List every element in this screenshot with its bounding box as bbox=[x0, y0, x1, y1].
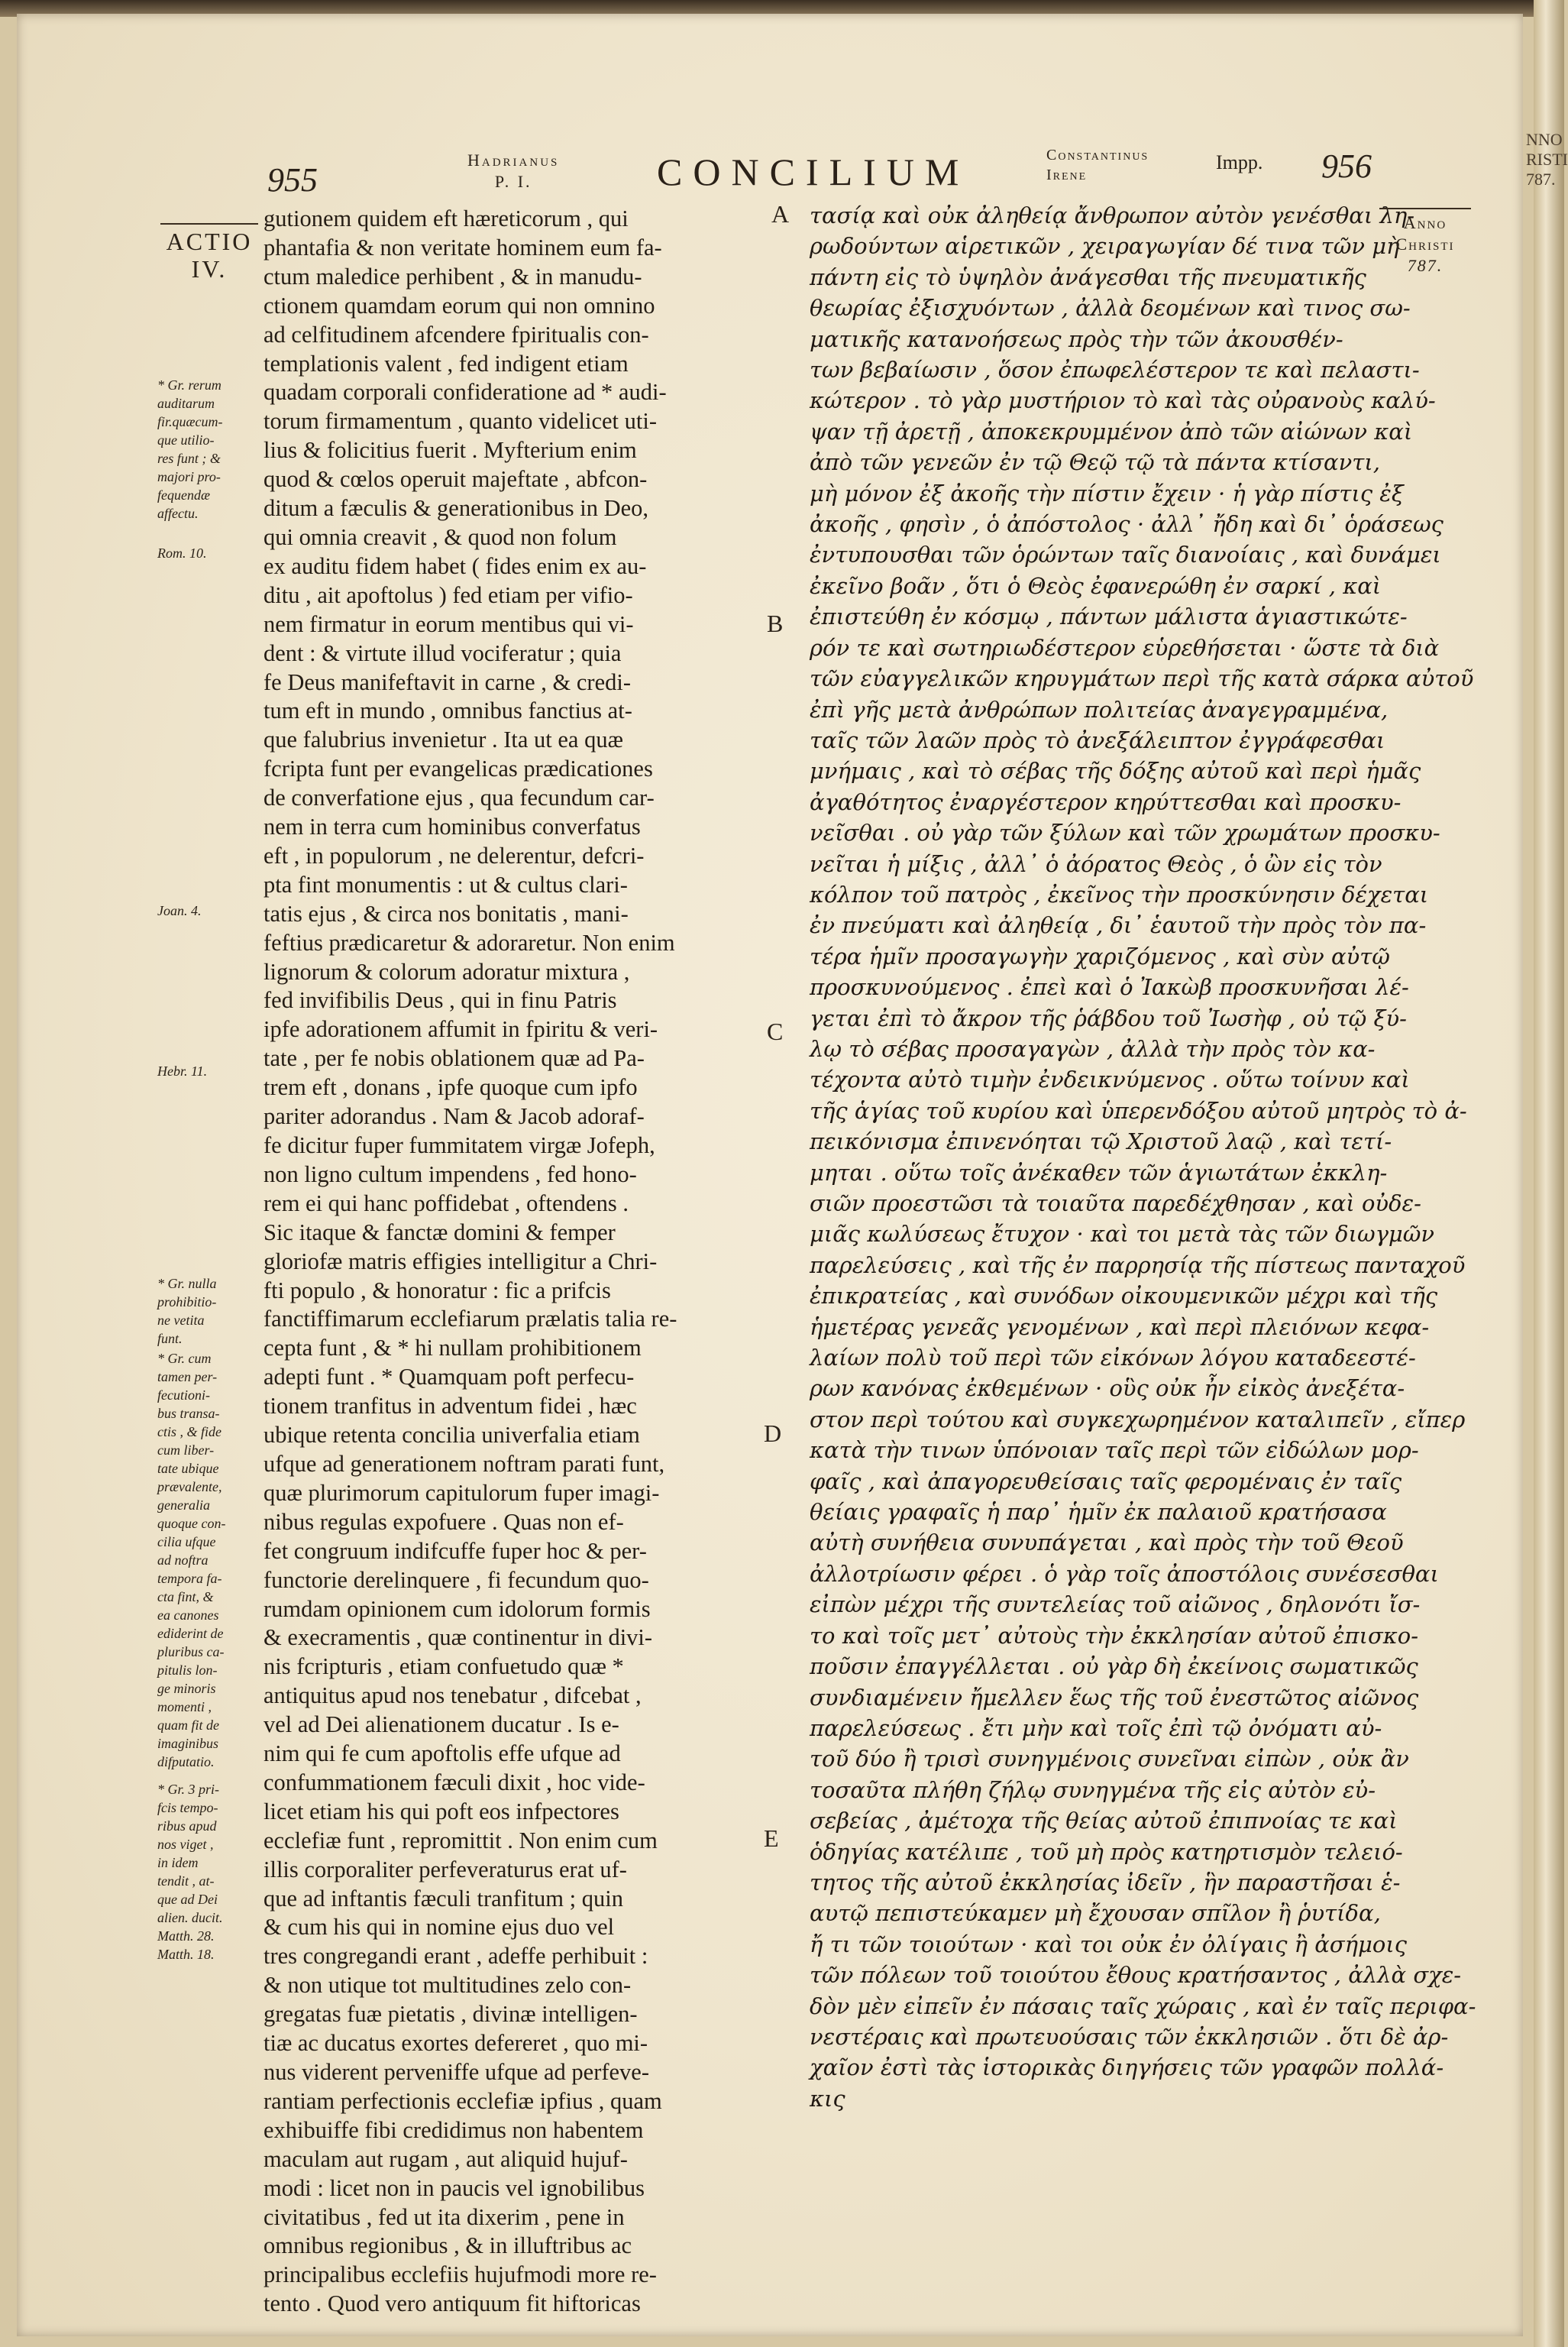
page-number-right: 956 bbox=[1321, 147, 1372, 185]
greek-line: λῳ τὸ σέβας προσαγαγὼν , ἀλλὰ τὴν πρὸς τὸν κα- bbox=[810, 1035, 1376, 1062]
margin-note-line: que ad Dei bbox=[157, 1892, 218, 1907]
running-title: CONCILIUM bbox=[657, 151, 970, 193]
christi-label: Christi bbox=[1395, 235, 1455, 254]
latin-line: maculam aut rugam , aut aliquid hujuf- bbox=[263, 2145, 628, 2172]
margin-note-line: quam fit de bbox=[157, 1717, 219, 1733]
latin-line: tum eft in mundo , omnibus fanctius at- bbox=[263, 698, 632, 724]
latin-line: torum firmamentum , quanto videlicet uti- bbox=[263, 408, 657, 435]
margin-note-line: fcis tempo- bbox=[157, 1800, 218, 1815]
greek-line: κόλπον τοῦ πατρὸς , ἐκεῖνος τὴν προσκύνησιν δέχεται bbox=[810, 881, 1429, 908]
greek-line: μὴ μόνον ἐξ ἀκοῆς τὴν πίστιν ἔχειν · ἡ γὰρ πίστις ἐξ bbox=[810, 480, 1404, 507]
latin-line: exhibuiffe fibi credidimus non habentem bbox=[263, 2116, 644, 2143]
greek-line: ἐν πνεύματι καὶ ἀληθείᾳ , δι᾽ ἑαυτοῦ τὴν πρὸς τὸν πα- bbox=[810, 912, 1427, 939]
latin-line: gloriofæ matris effigies intelligitur a Chri- bbox=[263, 1248, 658, 1274]
latin-line: fet congruum indifcuffe fuper hoc & per- bbox=[263, 1537, 647, 1564]
greek-line: σεβείας , ἀμέτοχα τῆς θείας αὐτοῦ ἐπιπνοίας τε καὶ bbox=[810, 1808, 1398, 1834]
latin-line: modi : licet non in paucis vel ignobilibus bbox=[263, 2174, 645, 2201]
latin-line: que falubrius invenietur . Ita ut ea quæ bbox=[263, 727, 623, 753]
margin-note-line: cum liber- bbox=[157, 1442, 215, 1458]
margin-note-line: tendit , at- bbox=[157, 1873, 215, 1889]
greek-line: παρελεύσεις , καὶ τῆς ἐν παρρησίᾳ τῆς πίστεως πανταχοῦ bbox=[810, 1251, 1466, 1278]
latin-line: gutionem quidem eft hæreticorum , qui bbox=[263, 206, 629, 231]
latin-line: nim qui fe cum apoftolis effe ufque ad bbox=[263, 1740, 621, 1767]
margin-note-line: funt. bbox=[157, 1331, 183, 1346]
latin-line: quod & cœlos operuit majeftate , abfcon- bbox=[263, 466, 648, 493]
latin-line: ditum a fæculis & generationibus in Deo, bbox=[263, 495, 649, 522]
margin-note-line: alien. ducit. bbox=[157, 1910, 223, 1925]
latin-line: nem firmatur in eorum mentibus qui vi- bbox=[263, 610, 634, 637]
greek-line: ἀκοῆς , φησὶν , ὁ ἀπόστολος · ἀλλ᾽ ἤδη καὶ δι᾽ ὁράσεως bbox=[810, 511, 1444, 538]
greek-line: θείαις γραφαῖς ἡ παρ᾽ ἡμῖν ἐκ παλαιοῦ κρατήσασα bbox=[810, 1499, 1387, 1526]
section-letter-d: D bbox=[764, 1420, 782, 1447]
greek-line: χαῖον ἐστὶ τὰς ἱστορικὰς διηγήσεις τῶν γραφῶν πολλά- bbox=[810, 2054, 1444, 2081]
latin-line: rantiam perfectionis ecclefiæ ipfius , quam bbox=[263, 2087, 662, 2114]
latin-line: civitatibus , fed ut ita dixerim , pene in bbox=[263, 2203, 625, 2230]
latin-line: non ligno cultum impendens , fed hono- bbox=[263, 1161, 637, 1187]
margin-note-pri bbox=[157, 1780, 264, 1927]
latin-line: fed invifibilis Deus , qui in finu Patris bbox=[263, 987, 617, 1014]
greek-line: ψαν τῇ ἀρετῇ , ἀποκεκρυμμένον ἀπὸ τῶν αἰώνων καὶ bbox=[810, 418, 1413, 445]
greek-line: αυτῷ πεπιστεύκαμεν μὴ ἔχουσαν σπῖλον ἢ ῥυτίδα, bbox=[810, 1900, 1381, 1927]
latin-line: nem in terra cum hominibus converfatus bbox=[263, 814, 641, 840]
greek-line: πάντη εἰς τὸ ὑψηλὸν ἀνάγεσθαι τῆς πνευματικῆς bbox=[810, 264, 1366, 290]
latin-line: pta fint monumentis : ut & cultus clari- bbox=[263, 871, 628, 898]
greek-line: ποῦσιν ἐπαγγέλλεται . οὐ γὰρ δὴ ἐκείνοις σωματικῶς bbox=[810, 1653, 1418, 1680]
greek-line: ἤ τι τῶν τοιούτων · καὶ τοι οὐκ ἐν ὀλίγαις ἢ ἀσήμοις bbox=[810, 1931, 1407, 1957]
margin-note-line: prævalente, bbox=[157, 1479, 222, 1494]
greek-line: ματικῆς κατανοήσεως πρὸς τὴν τῶν ἀκουσθέν- bbox=[810, 325, 1343, 352]
greek-line: τέχοντα αὐτὸ τιμὴν ἐνδεικνύμενος . οὕτω τοίνυν καὶ bbox=[810, 1067, 1410, 1093]
greek-line: ἀγαθότητος ἐναργέστερον κηρύττεσθαι καὶ προσκυ- bbox=[810, 788, 1402, 815]
greek-line: κατὰ τὴν τινων ὑπόνοιαν ταῖς περὶ τῶν εἰδώλων μορ- bbox=[810, 1437, 1419, 1464]
latin-line: ufque ad generationem noftram parati funt, bbox=[263, 1450, 665, 1477]
section-letter-a: A bbox=[771, 200, 790, 228]
latin-line: tres congregandi erant , adeffe perhibuit : bbox=[263, 1943, 648, 1970]
greek-line: σιῶν προεστῶσι τὰ τοιαῦτα παρεδέχθησαν , καὶ οὐδε- bbox=[810, 1190, 1421, 1216]
greek-line: γεται ἐπὶ τὸ ἄκρον τῆς ῥάβδου τοῦ Ἰωσὴφ , οὐ τῷ ξύ- bbox=[810, 1005, 1407, 1031]
latin-line: feftius prædicaretur & adoraretur. Non enim bbox=[263, 929, 675, 956]
greek-line: συνδιαμένειν ἤμελλεν ἕως τῆς τοῦ ἐνεστῶτος αἰῶνος bbox=[810, 1684, 1419, 1711]
running-head-right-line1: Constantinus bbox=[1046, 147, 1149, 163]
running-head-left-line1: Hadrianus bbox=[467, 151, 560, 170]
greek-line: τοσαῦτα πλήθη ζήλῳ συνηγμένα τῆς εἰς αὐτὸν εὐ- bbox=[810, 1776, 1376, 1803]
running-head-right-line2: Irene bbox=[1046, 167, 1088, 183]
latin-line: cepta funt , & * hi nullam prohibitionem bbox=[263, 1335, 642, 1361]
greek-line: ἀπὸ τῶν γενεῶν ἐν τῷ Θεῷ τῷ τὰ πάντα κτίσαντι, bbox=[810, 449, 1380, 476]
greek-line: κώτερον . τὸ γὰρ μυστήριον τὸ καὶ τὰς οὐρανοὺς καλύ- bbox=[810, 387, 1436, 414]
margin-note-line: * Gr. cum bbox=[157, 1351, 212, 1366]
section-letter-b: B bbox=[767, 610, 784, 637]
margin-note-line: difputatio. bbox=[157, 1754, 215, 1769]
greek-line: ἐντυπουσθαι τῶν ὁρώντων ταῖς διανοίαις , καὶ δυνάμει bbox=[810, 542, 1441, 568]
margin-note-line: prohibitio- bbox=[157, 1294, 217, 1309]
latin-line: ecclefiæ funt , repromittit . Non enim cum bbox=[263, 1827, 658, 1853]
margin-note-line: res funt ; & bbox=[157, 451, 221, 466]
latin-line: & non utique tot multitudines zelo con- bbox=[263, 1972, 632, 1999]
page-number-left: 955 bbox=[267, 161, 318, 199]
margin-note-line: ediderint de bbox=[157, 1626, 224, 1641]
greek-line: λαίων πολὺ τοῦ περὶ τῶν εἰκόνων λόγου καταδεεστέ- bbox=[810, 1345, 1416, 1371]
margin-note-line: ea canones bbox=[157, 1607, 219, 1623]
margin-note-line: pluribus ca- bbox=[157, 1644, 225, 1659]
margin-note-line: ne vetita bbox=[157, 1313, 205, 1328]
latin-line: dent : & virtute illud vociferatur ; quia bbox=[263, 639, 622, 666]
anno-label: Anno bbox=[1403, 213, 1447, 232]
greek-line: φαῖς , καὶ ἀπαγορευθείσαις ταῖς φερομέναις ἐν ταῖς bbox=[810, 1468, 1402, 1494]
latin-line: illis corporaliter perfeveraturus erat uf- bbox=[263, 1856, 627, 1882]
greek-line: ἐπὶ γῆς μετὰ ἀνθρώπων πολιτείας ἀναγεγραμμένα, bbox=[810, 696, 1389, 723]
latin-line: de converfatione ejus , qua fecundum car- bbox=[263, 785, 655, 811]
running-head-left-line2: P. I. bbox=[494, 172, 532, 191]
greek-line: τητος τῆς αὐτοῦ ἐκκλησίας ἰδεῖν , ἣν παραστῆσαι ἑ- bbox=[810, 1869, 1401, 1895]
running-head-right bbox=[1046, 145, 1149, 185]
latin-line: tento . Quod vero antiquum fit hiftoricas bbox=[263, 2290, 641, 2317]
greek-line: μηται . οὕτω τοῖς ἀνέκαθεν τῶν ἁγιωτάτων ἐκκλη- bbox=[810, 1159, 1388, 1186]
greek-line: τασίᾳ καὶ οὐκ ἀληθείᾳ ἄνθρωπον αὐτὸν γενέσθαι λη- bbox=[810, 202, 1415, 228]
margin-note-line: ctis , & fide bbox=[157, 1424, 221, 1439]
greek-line: ἐπικρατείας , καὶ συνόδων οἰκουμενικῶν μέχρι καὶ τῆς bbox=[810, 1283, 1438, 1309]
latin-line: Sic itaque & fanctæ domini & femper bbox=[263, 1219, 616, 1245]
margin-note-nulla bbox=[157, 1274, 264, 1348]
greek-line: στον περὶ τούτου καὶ συγκεχωρημένον καταλιπεῖν , εἴπερ bbox=[810, 1406, 1466, 1432]
greek-line: εἰπὼν μέχρι τῆς συντελείας τοῦ αἰῶνος , δηλονότι ἴσ- bbox=[810, 1591, 1421, 1618]
greek-line: αὐτὴ συνήθεια συνυπάγεται , καὶ πρὸς τὴν τοῦ Θεοῦ bbox=[810, 1530, 1404, 1556]
greek-line: παρελεύσεως . ἔτι μὴν καὶ τοῖς ἐπὶ τῷ ὀνόματι αὐ- bbox=[810, 1714, 1382, 1741]
margin-note-line: momenti , bbox=[157, 1699, 212, 1714]
adjacent-page-line: NNO bbox=[1526, 130, 1563, 149]
latin-line: fanctiffimarum ecclefiarum prælatis talia re- bbox=[263, 1306, 677, 1332]
greek-line: πεικόνισμα ἐπινενόηται τῷ Χριστοῦ λαῷ , καὶ τετί- bbox=[810, 1128, 1392, 1155]
latin-line: ubique retenta concilia univerfalia etiam bbox=[263, 1422, 640, 1449]
margin-note-line: fequendæ bbox=[157, 487, 210, 503]
latin-line: fe dicitur fuper fummitatem virgæ Jofeph, bbox=[263, 1132, 655, 1158]
margin-note-line: ad noftra bbox=[157, 1552, 209, 1568]
greek-line: προσκυνούμενος . ἐπεὶ καὶ ὁ Ἰακὼβ προσκυνῆσαι λέ- bbox=[810, 974, 1409, 1001]
margin-note-line: fir.quæcum- bbox=[157, 414, 223, 429]
greek-line: τῶν εὐαγγελικῶν κηρυγμάτων περὶ τῆς κατὰ σάρκα αὐτοῦ bbox=[810, 665, 1474, 692]
greek-line: μνήμαις , καὶ τὸ σέβας τῆς δόξης αὐτοῦ καὶ περὶ ἡμᾶς bbox=[810, 758, 1421, 785]
greek-line: νεῖται ἡ μίξις , ἀλλ᾽ ὁ ἀόρατος Θεὸς , ὁ ὢν εἰς τὸν bbox=[810, 850, 1382, 877]
latin-line: antiquitus apud nos tenebatur , difcebat , bbox=[263, 1682, 642, 1709]
margin-note-line: ribus apud bbox=[157, 1818, 217, 1834]
greek-line: νεστέραις καὶ πρωτευούσαις τῶν ἐκκλησιῶν . ὅτι δὲ ἀρ- bbox=[810, 2023, 1449, 2050]
margin-note-line: majori pro- bbox=[157, 469, 221, 484]
latin-line: ctionem quamdam eorum qui non omnino bbox=[263, 292, 655, 319]
margin-note-line: * Gr. 3 pri- bbox=[157, 1782, 220, 1797]
latin-line: que ad inftantis fæculi tranfitum ; quin bbox=[263, 1885, 623, 1912]
margin-note-line: nos viget , bbox=[157, 1837, 214, 1852]
greek-line: των βεβαίωσιν , ὅσον ἐπωφελέστερον τε καὶ πελαστι- bbox=[810, 357, 1420, 384]
margin-note-line: * Gr. nulla bbox=[157, 1276, 217, 1291]
margin-ref-matth-18: Matth. 18. bbox=[157, 1947, 215, 1962]
latin-line: confummationem fæculi dixit , hoc vide- bbox=[263, 1769, 645, 1795]
running-head-left bbox=[467, 150, 559, 193]
margin-note-line: pitulis lon- bbox=[157, 1662, 218, 1678]
greek-line: ἐπιστεύθη ἐν κόσμῳ , πάντων μάλιστα ἁγιαστικώτε- bbox=[810, 604, 1408, 630]
anno-christi-note bbox=[1379, 208, 1471, 277]
greek-line: ὁδηγίας κατέλιπε , τοῦ μὴ πρὸς κατηρτισμὸν τελειό- bbox=[810, 1838, 1403, 1865]
greek-line: τέρα ἡμῖν προσαγωγὴν χαριζόμενος , καὶ σὺν αὐτῷ bbox=[810, 943, 1390, 970]
adjacent-page-line: RISTI bbox=[1526, 150, 1568, 169]
greek-line: δὸν μὲν εἰπεῖν ἐν πάσαις ταῖς χώραις , καὶ ἐν ταῖς περιφα- bbox=[810, 1993, 1476, 2019]
latin-line: functorie derelinquere , fi fecundum quo- bbox=[263, 1566, 649, 1593]
adjacent-page-line: 787. bbox=[1526, 170, 1556, 189]
margin-note-line: imaginibus bbox=[157, 1736, 219, 1751]
margin-note-line: cta fint, & bbox=[157, 1589, 214, 1604]
latin-line: vel ad Dei alienationem ducatur . Is e- bbox=[263, 1711, 619, 1738]
margin-note-line: fecutioni- bbox=[157, 1387, 210, 1403]
adjacent-page-fragment bbox=[1526, 130, 1568, 588]
latin-line: adepti funt . * Quamquam poft perfecu- bbox=[263, 1364, 635, 1390]
latin-line: tatis ejus , & circa nos bonitatis , mani- bbox=[263, 900, 629, 927]
greek-line: τῶν πόλεων τοῦ τοιούτου ἔθους κρατήσαντος , ἀλλὰ σχε- bbox=[810, 1962, 1462, 1989]
latin-line: ex auditu fidem habet ( fides enim ex au- bbox=[263, 552, 647, 579]
greek-line: ἐκεῖνο βοᾶν , ὅτι ὁ Θεὸς ἐφανερώθη ἐν σαρκί , καὶ bbox=[810, 572, 1382, 599]
latin-line: tiæ ac ducatus exortes defereret , quo mi- bbox=[263, 2030, 648, 2057]
margin-note-line: bus transa- bbox=[157, 1406, 220, 1421]
latin-line: omnibus regionibus , & in illuftribus ac bbox=[263, 2232, 632, 2259]
running-impp: Impp. bbox=[1216, 151, 1263, 173]
latin-line: rem ei qui hanc poffidebat , oftendens . bbox=[263, 1190, 629, 1216]
margin-ref-joan: Joan. 4. bbox=[157, 903, 202, 918]
latin-line: fcripta funt per evangelicas prædicationes bbox=[263, 756, 653, 782]
latin-line: trem eft , donans , ipfe quoque cum ipfo bbox=[263, 1074, 638, 1101]
latin-text-column bbox=[263, 205, 760, 2319]
margin-note-line: ge minoris bbox=[157, 1681, 216, 1696]
latin-line: templationis valent , fed indigent etiam bbox=[263, 350, 629, 377]
greek-line: ἀλλοτρίωσιν φέρει . ὁ γὰρ τοῖς ἀποστόλοις συνέσεσθαι bbox=[810, 1560, 1439, 1587]
anno-year: 787. bbox=[1407, 256, 1444, 275]
margin-note-line: tempora fa- bbox=[157, 1571, 222, 1586]
greek-line: ταῖς τῶν λαῶν πρὸς τὸ ἀνεξάλειπτον ἐγγράφεσθαι bbox=[810, 727, 1385, 753]
latin-line: principalibus ecclefiis hujufmodi more re- bbox=[263, 2261, 657, 2288]
greek-line: θεωρίας ἐξισχυόντων , ἀλλὰ δεομένων καὶ τινος σω- bbox=[810, 295, 1411, 322]
latin-line: quadam corporali confideratione ad * audi- bbox=[263, 379, 667, 406]
latin-line: ditu , ait apoftolus ) fed etiam per vifio- bbox=[263, 581, 633, 608]
margin-ref-rom: Rom. 10. bbox=[157, 545, 207, 561]
latin-line: ad celfitudinem afcendere fpiritualis con- bbox=[263, 321, 649, 348]
margin-note-line: tate ubique bbox=[157, 1461, 219, 1476]
latin-line: quæ plurimorum capitulorum fuper imagi- bbox=[263, 1479, 660, 1506]
greek-line: το καὶ τοῖς μετ᾽ αὐτοὺς τὴν ἐκκλησίαν αὐτοῦ ἐπισκο- bbox=[810, 1622, 1419, 1649]
margin-note-line: tamen per- bbox=[157, 1369, 218, 1384]
latin-line: qui omnia creavit , & quod non folum bbox=[263, 523, 617, 550]
margin-note-line: in idem bbox=[157, 1855, 199, 1870]
greek-line: ἡμετέρας γενεᾶς γενομένων , καὶ περὶ πλειόνων κεφα- bbox=[810, 1313, 1430, 1340]
latin-line: tionem tranfitus in adventum fidei , hæc bbox=[263, 1393, 637, 1420]
margin-note-line: * Gr. rerum bbox=[157, 377, 221, 393]
actio-heading bbox=[160, 223, 258, 283]
latin-line: gregatas fuæ pietatis , divinæ intelligen- bbox=[263, 2001, 638, 2028]
margin-note-cum bbox=[157, 1349, 264, 1771]
margin-note-line: quoque con- bbox=[157, 1516, 226, 1531]
greek-line: ρωδούντων αἱρετικῶν , χειραγωγίαν δέ τινα τῶν μὴ bbox=[810, 233, 1400, 260]
margin-note-line: generalia bbox=[157, 1497, 210, 1513]
margin-note-rerum bbox=[157, 376, 264, 523]
latin-line: tate , per fe nobis oblationem quæ ad Pa- bbox=[263, 1045, 645, 1072]
latin-line: pariter adorandus . Nam & Jacob adoraf- bbox=[263, 1103, 645, 1130]
section-letter-e: E bbox=[764, 1824, 779, 1852]
latin-line: & cum his qui in nomine ejus duo vel bbox=[263, 1914, 615, 1941]
latin-line: rumdam opinionem cum idolorum formis bbox=[263, 1595, 651, 1622]
greek-line: κις bbox=[810, 2085, 845, 2112]
latin-line: ctum maledice perhibent , & in manudu- bbox=[263, 263, 642, 290]
margin-ref-hebr: Hebr. 11. bbox=[157, 1063, 208, 1079]
margin-ref-matth-28: Matth. 28. bbox=[157, 1928, 215, 1944]
section-letter-c: C bbox=[767, 1018, 784, 1045]
actio-line1: ACTIO bbox=[166, 228, 253, 255]
margin-note-line: auditarum bbox=[157, 396, 215, 411]
greek-line: τῆς ἁγίας τοῦ κυρίου καὶ ὑπερενδόξου αὐτοῦ μητρὸς τὸ ἀ- bbox=[810, 1097, 1467, 1124]
latin-line: eft , in populorum , ne delerentur, defcri- bbox=[263, 842, 645, 869]
latin-line: & execramentis , quæ continentur in divi- bbox=[263, 1624, 653, 1651]
latin-line: phantafia & non veritate hominem eum fa- bbox=[263, 234, 662, 261]
latin-line: lius & folicitius fuerit . Myfterium enim bbox=[263, 437, 637, 464]
greek-line: μιᾶς κωλύσεως ἔτυχον · καὶ τοι μετὰ τὰς τῶν διωγμῶν bbox=[810, 1221, 1435, 1248]
greek-line: ρόν τε καὶ σωτηριωδέστερον εὑρεθήσεται · ὥστε τὰ διὰ bbox=[810, 634, 1440, 661]
latin-line: ipfe adorationem affumit in fpiritu & veri- bbox=[263, 1016, 658, 1043]
latin-line: nibus regulas expofuere . Quas non ef- bbox=[263, 1508, 624, 1535]
latin-line: nis fcripturis , etiam confuetudo quæ * bbox=[263, 1653, 624, 1680]
margin-note-line: affectu. bbox=[157, 506, 199, 521]
latin-line: nus viderent perveniffe ufque ad perfeve- bbox=[263, 2059, 649, 2085]
greek-line: τοῦ δύο ἢ τρισὶ συνηγμένοις συνεῖναι εἰπὼν , οὐκ ἂν bbox=[810, 1746, 1409, 1772]
greek-line: νεῖσθαι . οὐ γὰρ τῶν ξύλων καὶ τῶν χρωμάτων προσκυ- bbox=[810, 820, 1440, 847]
margin-note-line: cilia ufque bbox=[157, 1534, 216, 1549]
actio-line2: IV. bbox=[191, 255, 228, 283]
latin-line: lignorum & colorum adoratur mixtura , bbox=[263, 958, 630, 985]
margin-note-line: que utilio- bbox=[157, 432, 215, 448]
greek-line: ρων κανόνας ἐκθεμένων · οὓς οὐκ ἦν εἰκὸς ἀνεξέτα- bbox=[810, 1375, 1405, 1402]
latin-line: fe Deus manifeftavit in carne , & credi- bbox=[263, 668, 632, 695]
latin-line: licet etiam his qui poft eos infpectores bbox=[263, 1798, 619, 1824]
latin-line: fti populo , & honoratur : fic a prifcis bbox=[263, 1277, 611, 1303]
